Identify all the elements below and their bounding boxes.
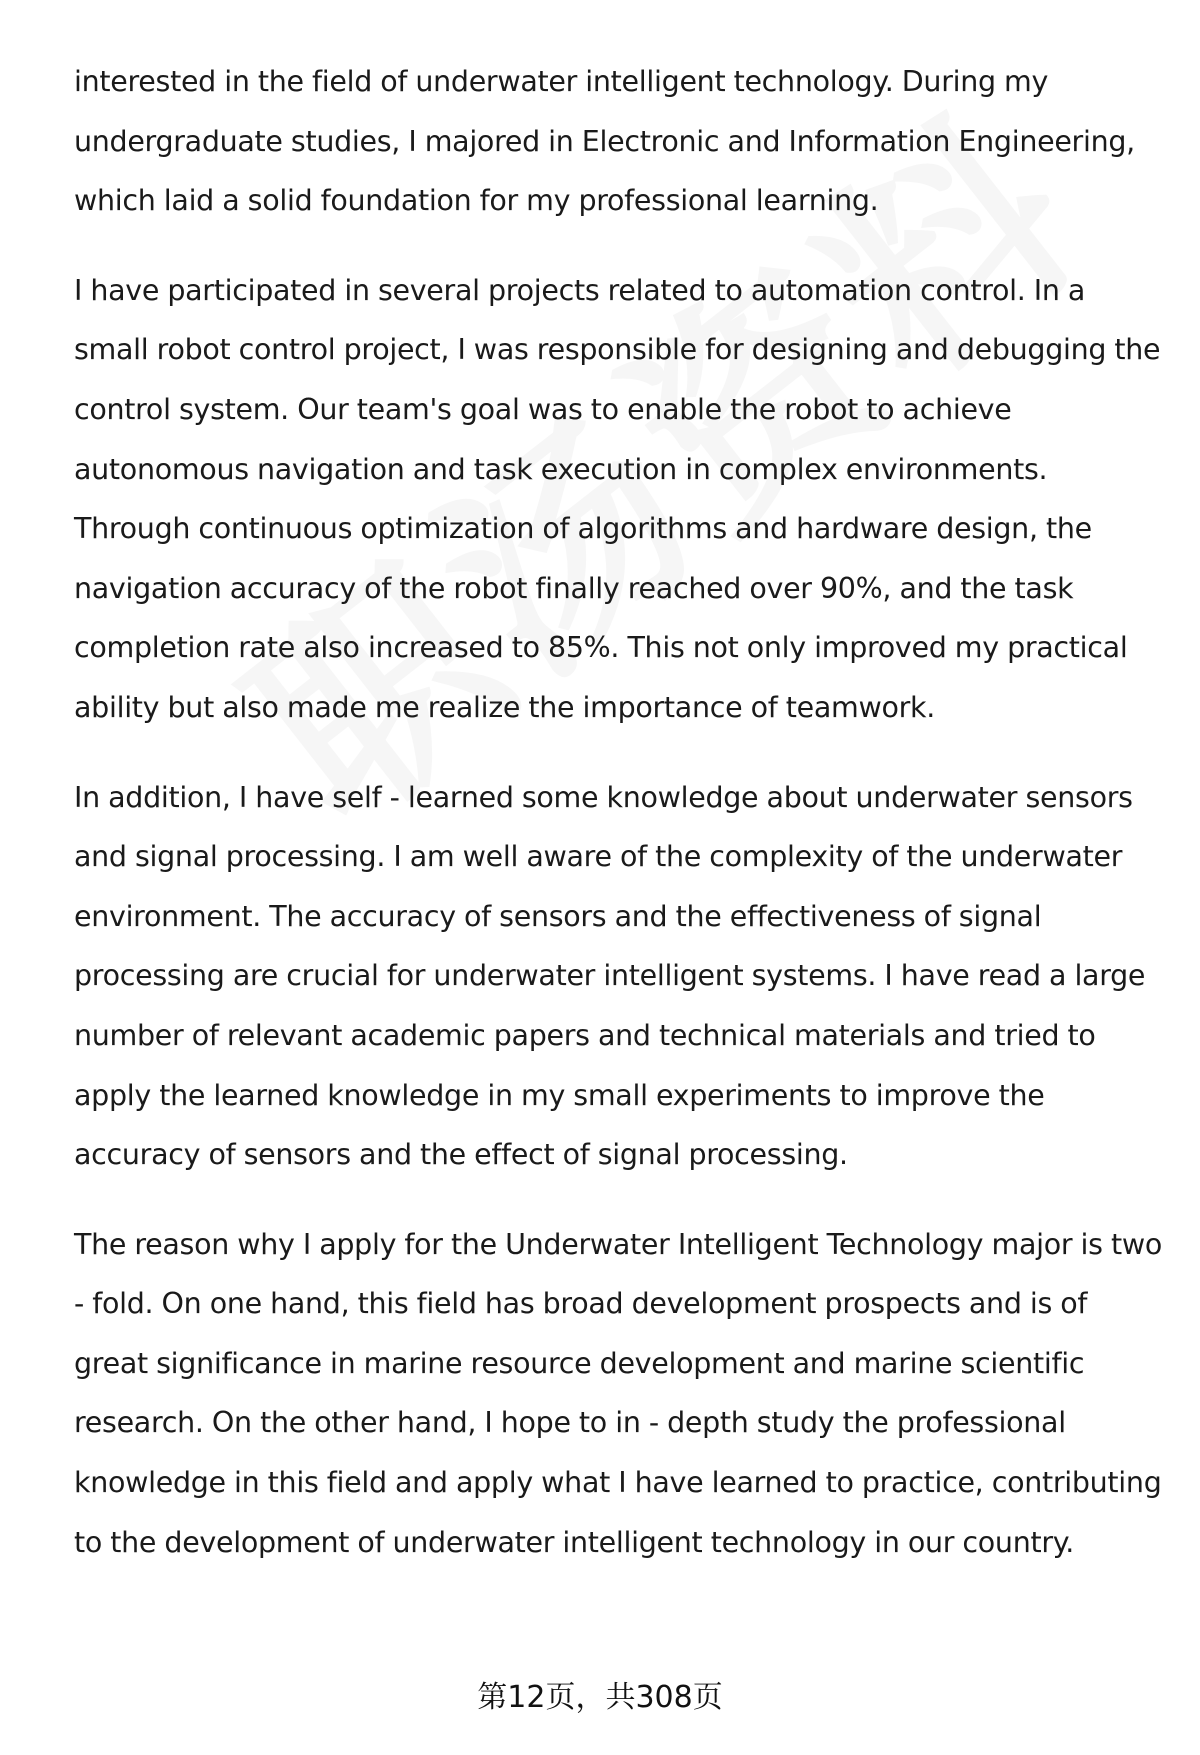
paragraph-4: The reason why I apply for the Underwater Intelligent Technology major is two - fold. On one hand, this field has broad development prospects and is of great significance in marine resource development and marine scientific research. On the other hand, I hope to in - depth study the professional knowledge in this field and apply what I have learned to practice, contributing to the development of underwater intelligent technology in our country. [74,1227,1162,1559]
page-number: 第12页，共308页 [477,1680,723,1715]
paragraph-2: I have participated in several projects related to automation control. In a small robot control project, I was responsible for designing and debugging the control system. Our team's goal was to enable the robot to achieve autonomous navigation and task execution in complex environments. Through continuous optimization of algorithms and hardware design, the navigation accuracy of the robot finally reached over 90%, and the task completion rate also increased to 85%. This not only improved my practical ability but also made me realize the importance of teamwork. [74,273,1161,724]
paragraph-3: In addition, I have self - learned some knowledge about underwater sensors and signal processing. I am well aware of the complexity of the underwater environment. The accuracy of sensors and the effectiveness of signal processing are crucial for underwater intelligent systems. I have read a large number of relevant academic papers and technical materials and tried to apply the learned knowledge in my small experiments to improve the accuracy of sensors and the effect of signal processing. [74,780,1146,1172]
document-body [74,52,1164,1602]
paragraph-1: interested in the field of underwater intelligent technology. During my undergraduate studies, I majored in Electronic and Information Engineering, which laid a solid foundation for my professional learning. [74,65,1135,218]
